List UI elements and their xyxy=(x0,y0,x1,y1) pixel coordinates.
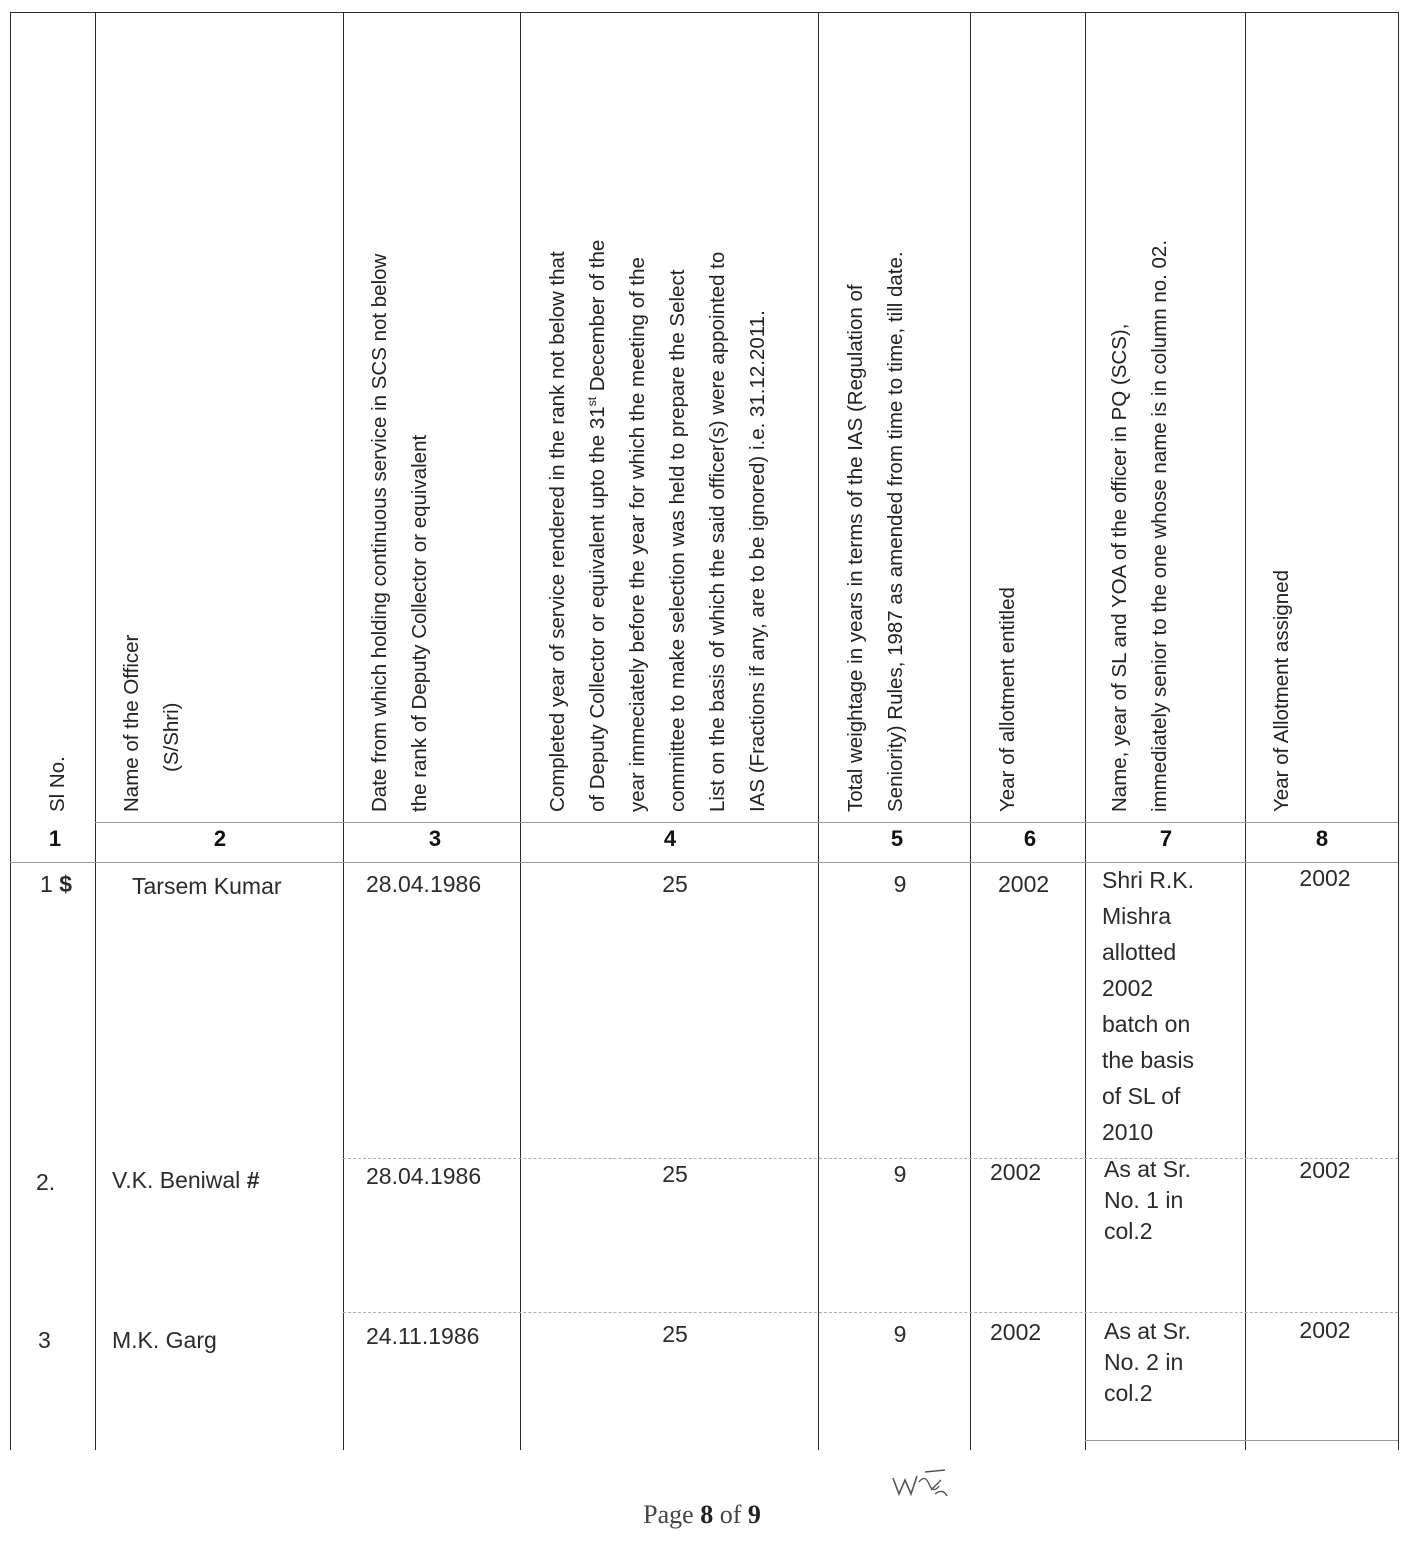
column-number-1: 1 xyxy=(48,826,62,851)
column-number-8: 8 xyxy=(1315,826,1329,851)
officer-name: M.K. Garg xyxy=(112,1327,217,1353)
yoa-entitled: 2002 xyxy=(990,1319,1042,1345)
senior-officer: Shri R.K. Mishra allotted 2002 batch on the basis of SL of 2010 xyxy=(1102,867,1195,1145)
header-continuous-service-date: Date from which holding continuous service in SCS not below the rank of Deputy Collector or equivalent xyxy=(368,253,431,812)
completed-years: 25 xyxy=(662,1321,688,1347)
page-number: Page 8 of 9 xyxy=(643,1500,761,1529)
sl-number: 1 $ xyxy=(40,871,72,897)
yoa-entitled: 2002 xyxy=(998,871,1050,897)
header-total-weightage: Total weightage in years in terms of the IAS (Regulation of Seniority) Rules, 1987 as amended from time to time, till date. xyxy=(844,251,907,812)
column-number-7: 7 xyxy=(1159,826,1173,851)
service-date: 24.11.1986 xyxy=(366,1323,480,1349)
weightage: 9 xyxy=(893,871,907,897)
header-sl-no: Sl No. xyxy=(46,756,69,812)
yoa-entitled: 2002 xyxy=(990,1159,1042,1185)
completed-years: 25 xyxy=(662,1161,688,1187)
weightage: 9 xyxy=(893,1161,907,1187)
column-number-6: 6 xyxy=(1023,826,1037,851)
officer-name: Tarsem Kumar xyxy=(132,873,282,899)
senior-officer: As at Sr. No. 1 in col.2 xyxy=(1104,1156,1191,1244)
completed-years: 25 xyxy=(662,871,688,897)
column-number-5: 5 xyxy=(890,826,904,851)
header-senior-officer: Name, year of SL and YOA of the officer in PQ (SCS), immediately senior to the one whose name is in column no. 02. xyxy=(1108,239,1171,812)
sl-number: 2. xyxy=(36,1169,56,1195)
yoa-assigned: 2002 xyxy=(1299,1317,1351,1343)
weightage: 9 xyxy=(893,1321,907,1347)
header-yoa-entitled: Year of allotment entitled xyxy=(996,587,1019,812)
header-completed-years: Completed year of service rendered in the rank not below that of Deputy Collector or equivalent upto the 31st December of the year immeciately before the year for which the meeting of the committee to make selection was held to prepare the Select List on the basis of which the said officer(s) were appointed to IAS (Fractions if any, are to be ignored) i.e. 31.12.2011. xyxy=(546,239,769,812)
yoa-assigned: 2002 xyxy=(1299,865,1351,891)
header-officer-name: Name of the Officer (S/Shri) xyxy=(120,634,183,812)
column-number-4: 4 xyxy=(663,826,677,851)
sl-number: 3 xyxy=(38,1327,51,1353)
officer-name: V.K. Beniwal # xyxy=(112,1167,260,1193)
header-yoa-assigned: Year of Allotment assigned xyxy=(1270,570,1293,812)
senior-officer: As at Sr. No. 2 in col.2 xyxy=(1104,1318,1191,1406)
yoa-assigned: 2002 xyxy=(1299,1157,1351,1183)
column-number-2: 2 xyxy=(213,826,227,851)
service-date: 28.04.1986 xyxy=(366,1163,482,1189)
column-number-3: 3 xyxy=(428,826,442,851)
service-date: 28.04.1986 xyxy=(366,871,482,897)
